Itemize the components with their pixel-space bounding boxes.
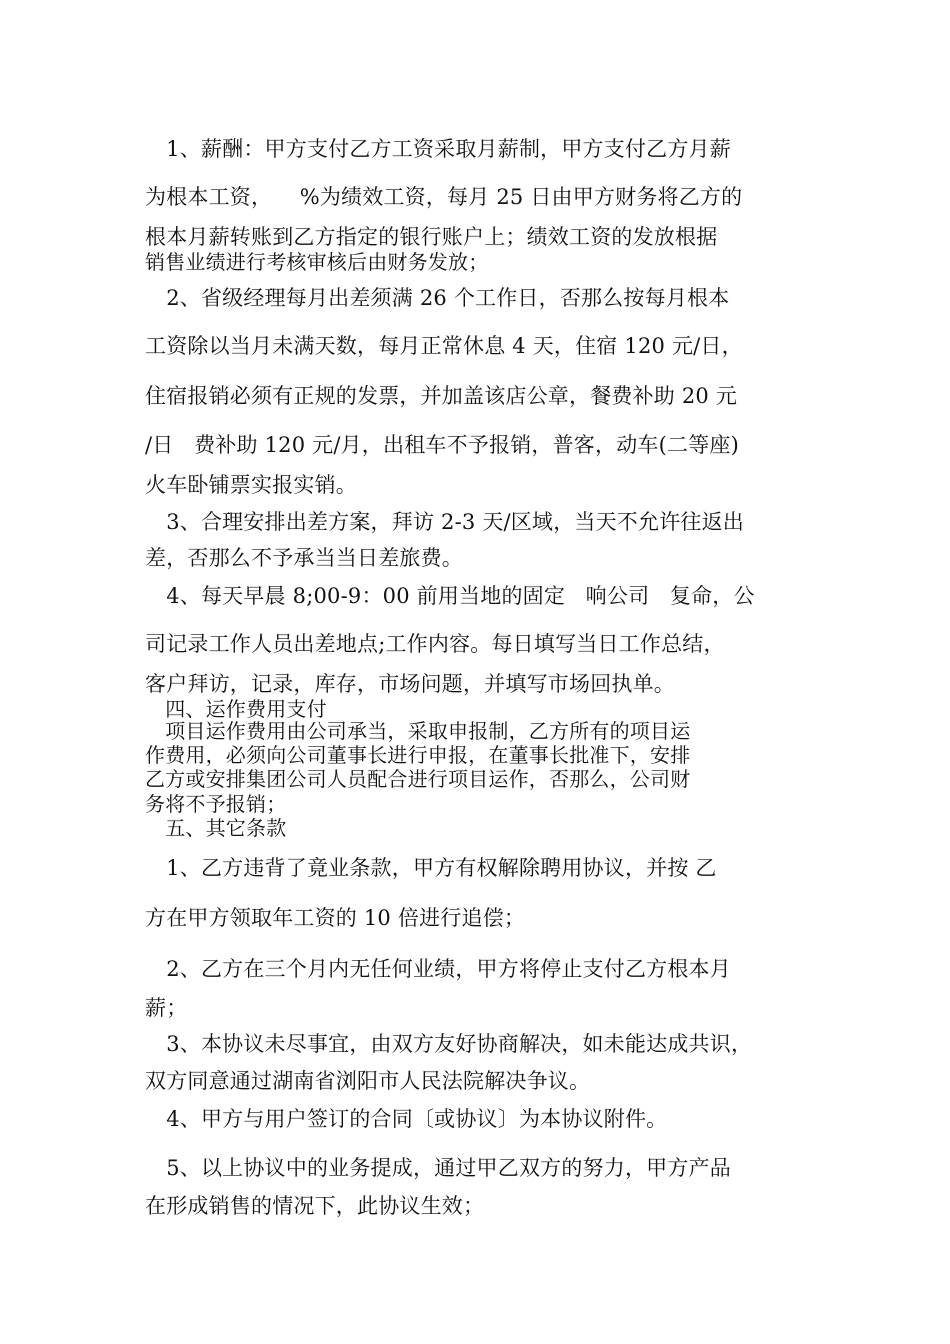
text-line: 3、合理安排出差方案，拜访 2-3 天/区域，当天不允许往返出	[145, 510, 745, 534]
text-line: 为根本工资， %为绩效工资，每月 25 日由甲方财务将乙方的	[145, 185, 743, 209]
text-line: /日 费补助 120 元/月，出租车不予报销，普客，动车(二等座)	[145, 433, 739, 457]
text-line: 2、乙方在三个月内无任何业绩，甲方将停止支付乙方根本月	[145, 957, 731, 981]
text-line: 差，否那么不予承当当日差旅费。	[145, 546, 463, 570]
text-line: 务将不予报销；	[145, 792, 287, 816]
text-line: 在形成销售的情况下，此协议生效；	[145, 1194, 485, 1218]
text-line: 火车卧铺票实报实销。	[145, 473, 357, 497]
section-heading: 五、其它条款	[145, 816, 287, 840]
text-line: 4、每天早晨 8;00-9：00 前用当地的固定 响公司 复命，公	[145, 584, 755, 608]
text-line: 3、本协议未尽事宜，由双方友好协商解决，如未能达成共识，	[145, 1032, 753, 1056]
text-line: 作费用，必须向公司董事长进行申报，在董事长批准下，安排	[145, 743, 691, 767]
text-line: 司记录工作人员出差地点;工作内容。每日填写当日工作总结，	[145, 632, 725, 656]
text-line: 5、以上协议中的业务提成，通过甲乙双方的努力，甲方产品	[145, 1156, 731, 1180]
text-line: 销售业绩进行考核审核后由财务发放；	[145, 250, 489, 274]
text-line: 1、薪酬：甲方支付乙方工资采取月薪制，甲方支付乙方月薪	[145, 137, 731, 161]
text-line: 根本月薪转账到乙方指定的银行账户上；绩效工资的发放根据	[145, 225, 718, 249]
text-line: 住宿报销必须有正规的发票，并加盖该店公章，餐费补助 20 元	[145, 384, 738, 408]
text-line: 4、甲方与用户签订的合同〔或协议〕为本协议附件。	[145, 1107, 668, 1131]
text-line: 双方同意通过湖南省浏阳市人民法院解决争议。	[145, 1069, 591, 1093]
text-line: 客户拜访，记录，库存，市场问题，并填写市场回执单。	[145, 672, 675, 696]
text-line: 1、乙方违背了竟业条款，甲方有权解除聘用协议，并按 乙	[145, 856, 717, 880]
text-line: 乙方或安排集团公司人员配合进行项目运作，否那么，公司财	[145, 767, 691, 791]
text-line: 工资除以当月未满天数，每月正常休息 4 天，住宿 120 元/日，	[145, 334, 743, 358]
text-line: 方在甲方领取年工资的 10 倍进行追偿；	[145, 906, 526, 930]
section-heading: 四、运作费用支付	[145, 697, 327, 721]
text-line: 薪；	[145, 996, 188, 1020]
text-line: 项目运作费用由公司承当，采取申报制，乙方所有的项目运	[145, 719, 691, 743]
text-line: 2、省级经理每月出差须满 26 个工作日，否那么按每月根本	[145, 286, 730, 310]
